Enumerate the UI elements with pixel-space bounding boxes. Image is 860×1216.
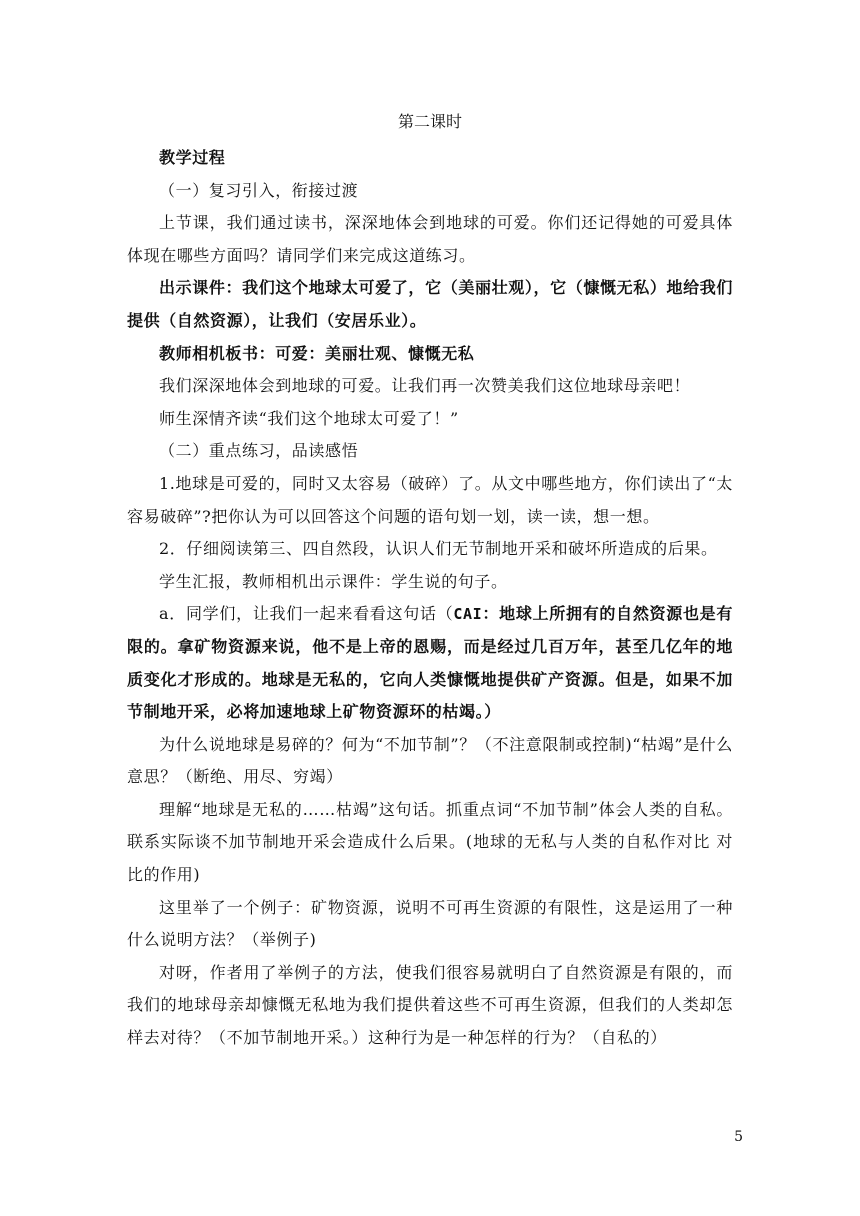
section-heading: 教学过程 — [159, 148, 226, 167]
paragraph-praise: 我们深深地体会到地球的可爱。让我们再一次赞美我们这位地球母亲吧！ — [159, 376, 691, 396]
paragraph-intro: 上节课，我们通过读书，深深地体会到地球的可爱。你们还记得她的可爱具体体现在哪些方面吗？请同学们来完成这道练习。 — [127, 213, 733, 265]
paragraph-question-1: 1.地球是可爱的，同时又太容易（破碎）了。从文中哪些地方，你们读出了“太容易破碎”?把你认为可以回答这个问题的语句划一划，读一读，想一想。 — [127, 473, 733, 526]
paragraph-cai-quote — [127, 598, 733, 728]
paragraph-question-2: 2．仔细阅读第三、四自然段，认识人们无节制地开采和破坏所造成的后果。 — [159, 539, 718, 559]
page-number: 5 — [734, 1129, 743, 1145]
paragraph-board-notes: 教师相机板书：可爱：美丽壮观、慷慨无私 — [159, 343, 475, 363]
document-body — [127, 142, 733, 1055]
page-title: 第二课时 — [397, 112, 462, 131]
cai-label: CAI — [453, 605, 483, 624]
subsection-practice: （二）重点练习，品读感悟 — [159, 441, 359, 461]
paragraph-student-report: 学生汇报，教师相机出示课件：学生说的句子。 — [159, 571, 508, 591]
cai-quote-text: ：地球上所拥有的自然资源也是有限的。拿矿物资源来说，他不是上帝的恩赐，而是经过几百万年，甚至几亿年的地质变化才形成的。地球是无私的，它向人类慷慨地提供矿产资源。但是，如果不加节制地开采，必将加速地球上矿物资源环的枯竭。） — [127, 604, 733, 722]
paragraph-conclusion: 对呀，作者用了举例子的方法，使我们很容易就明白了自然资源是有限的，而我们的地球母亲却慷慨无私地为我们提供着这些不可再生资源，但我们的人类却怎样去对待？（不加节制地开采。）这种行为是一种怎样的行为？（自私的） — [127, 962, 733, 1048]
paragraph-why-fragile: 为什么说地球是易碎的？何为“不加节制”？（不注意限制或控制)“枯竭”是什么意思？（断绝、用尽、穷竭） — [127, 734, 733, 787]
paragraph-example-method: 这里举了一个例子：矿物资源，说明不可再生资源的有限性，这是运用了一种什么说明方法？（举例子) — [127, 897, 733, 950]
paragraph-courseware: 出示课件：我们这个地球太可爱了，它（美丽壮观），它（慷慨无私）地给我们提供（自然资源），让我们（安居乐业）。 — [127, 278, 733, 330]
cai-quote-prefix: a．同学们，让我们一起来看看这句话（ — [159, 604, 454, 624]
subsection-review: （一）复习引入，衔接过渡 — [159, 180, 359, 200]
paragraph-understand: 理解“地球是无私的……枯竭”这句话。抓重点词“不加节制”体会人类的自私。联系实际谈不加节制地开采会造成什么后果。(地球的无私与人类的自私作对比 对比的作用) — [127, 799, 733, 885]
paragraph-group-reading: 师生深情齐读“我们这个地球太可爱了！” — [159, 408, 459, 428]
